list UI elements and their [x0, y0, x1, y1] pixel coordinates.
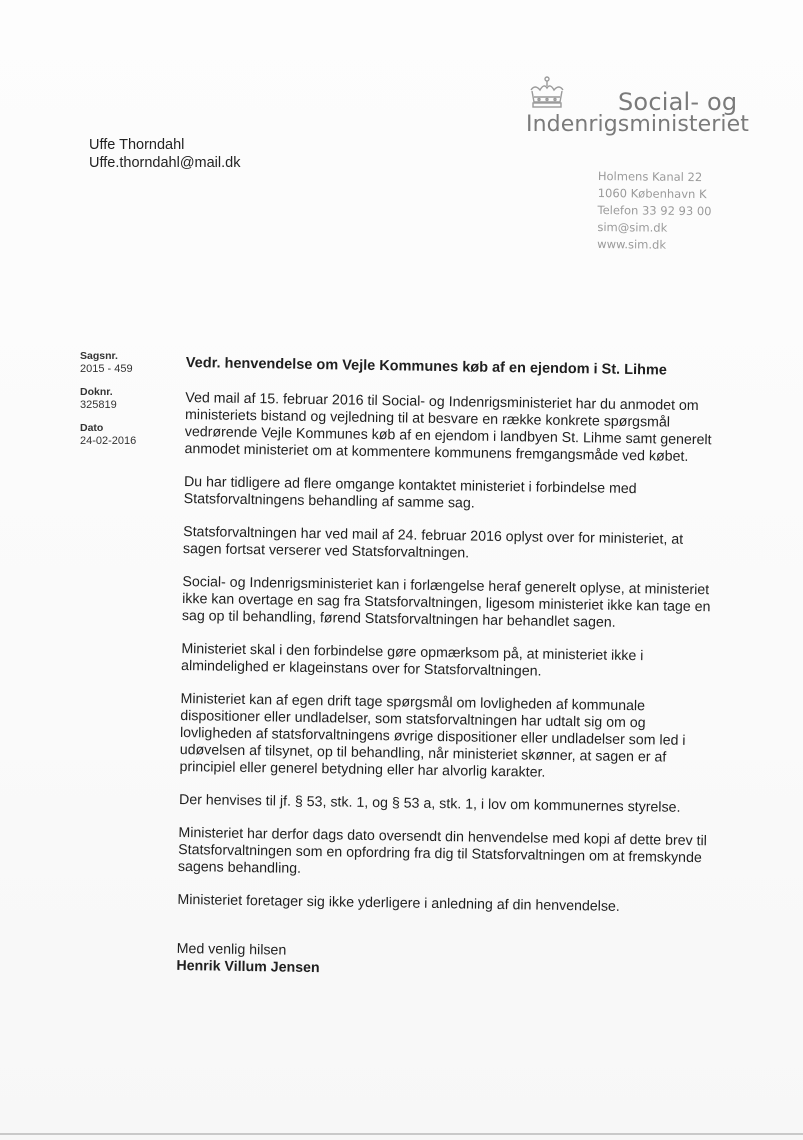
- recipient-block: [89, 136, 240, 172]
- logo-text-line1: Social- og: [618, 88, 738, 116]
- document-number-value: 325819: [80, 399, 117, 411]
- letter-body: [176, 355, 726, 983]
- letter-paragraph-6: Ministeriet kan af egen drift tage spørgsmål om lovligheden af kommunale dispositioner eller undladelser, som statsforvaltningen har udtalt sig om og lovligheden af statsforvaltningens øvrige dispositioner eller undladelser som led i udøvelsen af tilsynet, op til behandling, når ministeriet skønner, at sagen er af principiel eller generel betydning eller har alvorlig karakter.: [179, 690, 686, 781]
- ministry-contact-block: [597, 168, 712, 254]
- case-number-label: Sagsnr.: [80, 350, 118, 362]
- letter-paragraph-8: Ministeriet har derfor dags dato oversendt din henvendelse med kopi af dette brev til Statsforvaltningen som en opfordring fra dig til Statsforvaltningen om at fremskynde sagens behandling.: [177, 824, 707, 877]
- crown-icon: [527, 76, 567, 110]
- case-meta-column: [80, 350, 160, 458]
- letter-paragraph-5: Ministeriet skal i den forbindelse gøre opmærksom på, at ministeriet ikke i almindelighed er klageinstans over for Statsforvaltningen.: [180, 640, 644, 680]
- recipient-email: Uffe.thorndahl@mail.dk: [89, 155, 241, 171]
- recipient-name: Uffe Thorndahl: [89, 137, 185, 153]
- signature-block: [176, 941, 716, 983]
- letter-paragraph-4: Social- og Indenrigsministeriet kan i forlængelse heraf generelt oplyse, at ministeriet ikke kan overtage en sag fra Statsforvaltningen, ligesom ministeriet ikke kan tage en sag op til behandling, førend Statsforvaltningen har behandlet sagen.: [181, 573, 711, 631]
- letter-paragraph-3: Statsforvaltningen har ved mail af 24. februar 2016 oplyst over for ministeriet, at sagen fortsat verserer ved Statsforvaltningen.: [182, 523, 684, 562]
- date-label: Dato: [80, 422, 104, 434]
- letter-subject: Vedr. henvendelse om Vejle Kommunes køb af en ejendom i St. Lihme: [185, 355, 668, 379]
- signer-name: Henrik Villum Jensen: [176, 957, 320, 977]
- letter-paragraph-9: Ministeriet foretager sig ikke yderligere i anledning af din henvendelse.: [177, 891, 620, 915]
- date-value: 24-02-2016: [80, 435, 137, 447]
- scan-edge-line: [0, 1133, 803, 1135]
- letter-paragraph-2: Du har tidligere ad flere omgange kontaktet ministeriet i forbindelse med Statsforvaltningens behandling af samme sag.: [183, 473, 637, 512]
- logo-text-line2: Indenrigsministeriet: [526, 112, 749, 137]
- closing-salutation: Med venlig hilsen: [176, 940, 287, 959]
- contact-website: www.sim.dk: [597, 236, 667, 252]
- letter-paragraph-7: Der henvises til jf. § 53, stk. 1, og § 53 a, stk. 1, i lov om kommunernes styrelse.: [178, 791, 681, 816]
- document-number-label: Doknr.: [80, 386, 113, 398]
- contact-address-city: 1060 København K: [597, 185, 707, 202]
- contact-email: sim@sim.dk: [597, 219, 668, 235]
- contact-phone: Telefon 33 92 93 00: [597, 202, 712, 219]
- case-number-value: 2015 - 459: [80, 363, 133, 375]
- letter-paragraph-1: Ved mail af 15. februar 2016 til Social- og Indenrigsministeriet har du anmodet om ministeriets bistand og vejledning til at besvare en række konkrete spørgsmål vedrørende Vejle Kommunes køb af en ejendom i landbyen St. Lihme samt generelt anmodet ministeriet om at kommentere kommunens fremgangsmåde ved købet.: [184, 389, 712, 465]
- contact-address-street: Holmens Kanal 22: [597, 168, 703, 185]
- ministry-logo: [512, 74, 749, 144]
